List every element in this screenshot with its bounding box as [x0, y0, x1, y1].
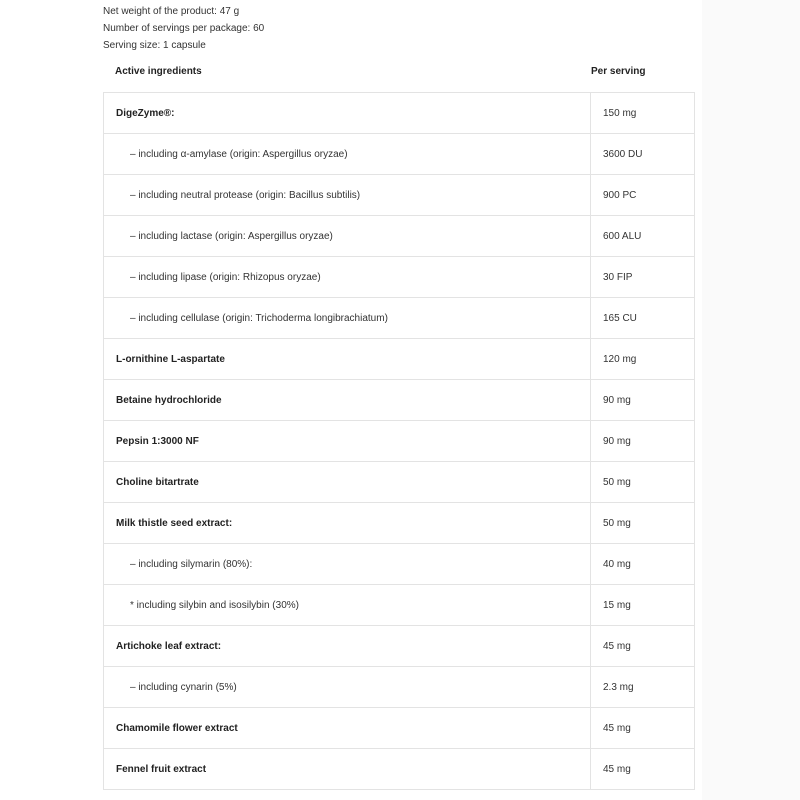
servings-text: Number of servings per package: 60 — [103, 23, 265, 34]
table-row — [104, 216, 695, 257]
ingredient-amount: 900 PC — [591, 175, 695, 216]
table-row — [104, 749, 695, 790]
ingredient-amount: 50 mg — [591, 503, 695, 544]
ingredient-amount: 3600 DU — [591, 134, 695, 175]
ingredient-amount: 2.3 mg — [591, 667, 695, 708]
ingredient-name: Fennel fruit extract — [104, 749, 591, 790]
ingredient-name: – including α-amylase (origin: Aspergillus oryzae) — [104, 134, 591, 175]
ingredient-name: – including cynarin (5%) — [104, 667, 591, 708]
ingredient-amount: 30 FIP — [591, 257, 695, 298]
ingredient-amount: 40 mg — [591, 544, 695, 585]
ingredients-table-body — [104, 93, 695, 790]
ingredient-name: – including lactase (origin: Aspergillus oryzae) — [104, 216, 591, 257]
page-margin — [702, 0, 800, 800]
table-row — [104, 298, 695, 339]
ingredient-name: Choline bitartrate — [104, 462, 591, 503]
table-row — [104, 380, 695, 421]
table-row — [104, 626, 695, 667]
table-row — [104, 462, 695, 503]
ingredient-name: Chamomile flower extract — [104, 708, 591, 749]
ingredient-amount: 45 mg — [591, 708, 695, 749]
ingredient-name: DigeZyme®: — [104, 93, 591, 134]
ingredient-amount: 45 mg — [591, 749, 695, 790]
ingredient-name: – including cellulase (origin: Trichoderma longibrachiatum) — [104, 298, 591, 339]
table-row — [104, 503, 695, 544]
table-row — [104, 585, 695, 626]
ingredient-amount: 15 mg — [591, 585, 695, 626]
table-row — [104, 544, 695, 585]
table-row — [104, 667, 695, 708]
ingredient-name: – including neutral protease (origin: Bacillus subtilis) — [104, 175, 591, 216]
ingredient-name: Milk thistle seed extract: — [104, 503, 591, 544]
ingredient-amount: 90 mg — [591, 421, 695, 462]
ingredient-amount: 150 mg — [591, 93, 695, 134]
serving-size-text: Serving size: 1 capsule — [103, 40, 206, 51]
ingredient-name: L-ornithine L-aspartate — [104, 339, 591, 380]
ingredient-amount: 45 mg — [591, 626, 695, 667]
table-row — [104, 257, 695, 298]
ingredient-name: * including silybin and isosilybin (30%) — [104, 585, 591, 626]
ingredients-table — [103, 92, 695, 790]
ingredient-amount: 50 mg — [591, 462, 695, 503]
ingredient-amount: 90 mg — [591, 380, 695, 421]
table-row — [104, 134, 695, 175]
ingredient-name: Betaine hydrochloride — [104, 380, 591, 421]
header-active-ingredients: Active ingredients — [115, 66, 202, 77]
table-row — [104, 339, 695, 380]
table-row — [104, 421, 695, 462]
ingredient-name: Pepsin 1:3000 NF — [104, 421, 591, 462]
header-per-serving: Per serving — [591, 66, 646, 77]
ingredient-amount: 600 ALU — [591, 216, 695, 257]
table-header — [103, 62, 695, 92]
ingredient-name: Artichoke leaf extract: — [104, 626, 591, 667]
table-row — [104, 93, 695, 134]
net-weight-text: Net weight of the product: 47 g — [103, 6, 240, 17]
table-row — [104, 175, 695, 216]
product-meta — [103, 3, 264, 54]
ingredient-name: – including lipase (origin: Rhizopus oryzae) — [104, 257, 591, 298]
ingredient-amount: 165 CU — [591, 298, 695, 339]
table-row — [104, 708, 695, 749]
ingredient-name: – including silymarin (80%): — [104, 544, 591, 585]
ingredient-amount: 120 mg — [591, 339, 695, 380]
